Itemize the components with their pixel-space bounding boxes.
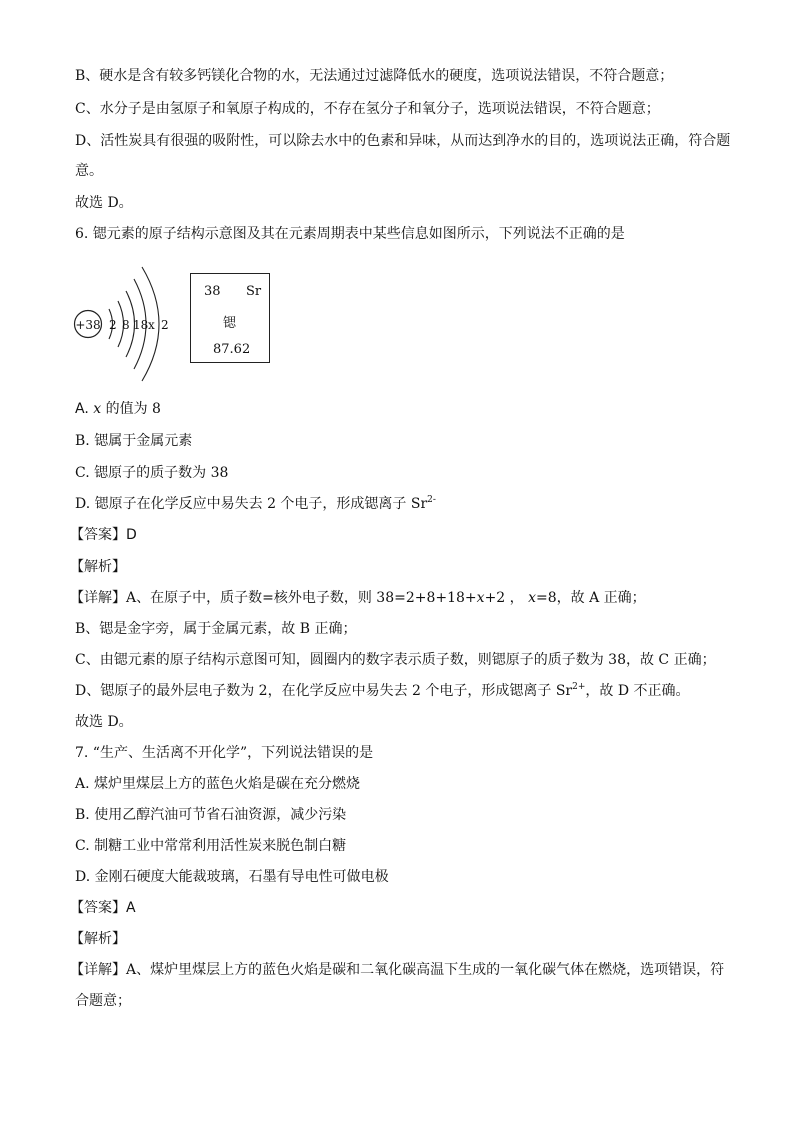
analysis-label: 【解析】 (70, 559, 126, 575)
answer-label: 【答案】A (70, 900, 136, 916)
text-line: C、水分子是由氢原子和氧原子构成的，不存在氢分子和氧分子，选项说法错误，不符合题意； (75, 101, 660, 117)
detail-line: C、由锶元素的原子结构示意图可知，圆圈内的数字表示质子数，则锶原子的质子数为 38，故 C 正确； (75, 652, 716, 668)
shell-electron-count: 2 (109, 318, 117, 332)
option-a: A. 煤炉里煤层上方的蓝色火焰是碳在充分燃烧 (75, 776, 361, 792)
option-d: D. 金刚石硬度大能裁玻璃，石墨有导电性可做电极 (75, 869, 389, 885)
question-7: 7. “生产、生活离不开化学”，下列说法错误的是 (75, 745, 374, 761)
detail-line: 合题意； (75, 993, 131, 1009)
atomic-mass: 87.62 (213, 342, 251, 357)
detail-line: 【详解】A、煤炉里煤层上方的蓝色火焰是碳和二氧化碳高温下生成的一氧化碳气体在燃烧，选项错误，符 (70, 962, 725, 978)
text-line: B、硬水是含有较多钙镁化合物的水，无法通过过滤降低水的硬度，选项说法错误，不符合题意； (75, 68, 674, 84)
detail-line: B、锶是金字旁，属于金属元素，故 B 正确； (75, 621, 357, 637)
shell-electron-count: 8 (122, 318, 130, 332)
question-6: 6. 锶元素的原子结构示意图及其在元素周期表中某些信息如图所示，下列说法不正确的是 (75, 226, 625, 242)
element-symbol: Sr (246, 284, 262, 299)
atomic-number: 38 (204, 284, 221, 299)
option-b: B. 使用乙醇汽油可节省石油资源，减少污染 (75, 807, 347, 823)
element-name: 锶 (223, 316, 237, 331)
detail-line: 故选 D。 (75, 714, 133, 730)
option-b: B. 锶属于金属元素 (75, 433, 193, 449)
shell-electron-count: 18 (133, 318, 149, 332)
text-line: 意。 (75, 163, 103, 179)
analysis-label: 【解析】 (70, 931, 126, 947)
option-d: D. 锶原子在化学反应中易失去 2 个电子，形成锶离子 $Sr^{2-}$ (75, 495, 436, 512)
detail-line: D、锶原子的最外层电子数为 2，在化学反应中易失去 2 个电子，形成锶离子 $Sr^{2+}$，故 D 不正确。 (75, 682, 690, 699)
element-info-box (190, 273, 270, 363)
shell-electron-count: x (148, 318, 155, 332)
detail-line: 【详解】A、在原子中，质子数=核外电子数，则 38=2+8+18+x+2 ， x=8，故 A 正确； (70, 590, 646, 606)
shell-electron-count: 2 (161, 318, 169, 332)
option-c: C. 制糖工业中常常利用活性炭来脱色制白糖 (75, 838, 347, 854)
text-line: 故选 D。 (75, 195, 133, 211)
option-c: C. 锶原子的质子数为 38 (75, 465, 229, 481)
text-line: D、活性炭具有很强的吸附性，可以除去水中的色素和异味，从而达到净水的目的，选项说法正确，符合题 (75, 133, 731, 149)
nucleus-charge: +38 (75, 318, 101, 332)
option-a: A. x 的值为 8 (75, 401, 161, 417)
atom-structure-diagram (72, 263, 182, 385)
answer-label: 【答案】D (70, 527, 137, 543)
